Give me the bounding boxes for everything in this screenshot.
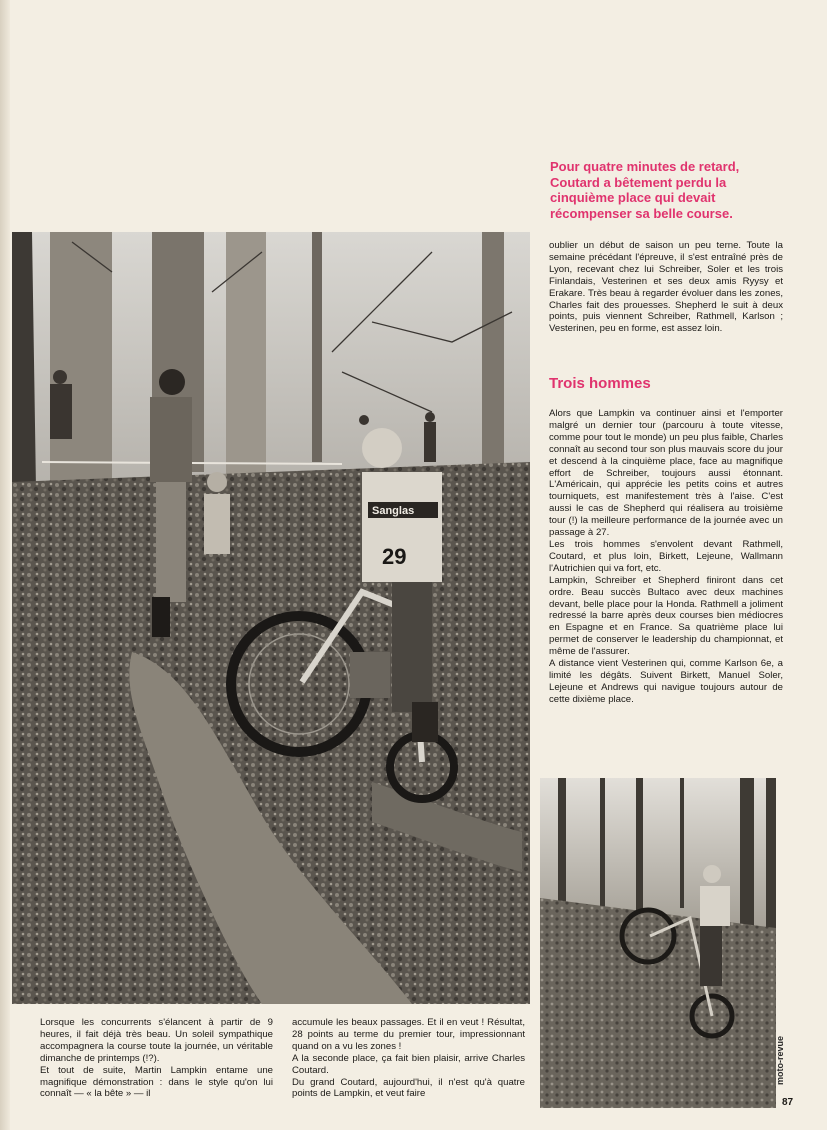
secondary-photo-image [540,778,776,1108]
paragraph: Lampkin, Schreiber et Shepherd finiront dans cet ordre. Beau succès Bultaco avec deux machines devant, belle place pour la Honda. Rathmell a joliment redressé la barre après deux courses bien médiocres en Espagne et en France. Sa quatrième place lui permet de conserver le leadership du championnat, et même de l'assurer. [549,574,783,658]
paragraph: Et tout de suite, Martin Lampkin entame une magnifique démonstration : dans le style qu'on lui connaît — « la bête » — il [40,1064,273,1100]
jersey-text: Sanglas [372,505,415,517]
page-gutter-shadow [0,0,10,1130]
paragraph: Du grand Coutard, aujourd'hui, il n'est qu'à quatre points de Lampkin, et veut faire [292,1076,525,1100]
article-column-right-main [549,408,783,706]
article-column-right-top [549,240,783,335]
section-heading: Trois hommes [549,375,651,392]
pull-quote: Pour quatre minutes de retard, Coutard a bêtement perdu la cinquième place qui devait récompenser sa belle course. [550,159,740,221]
secondary-photo [540,778,776,1108]
page-number: 87 [782,1097,794,1108]
paragraph: accumule les beaux passages. Et il en veut ! Résultat, 28 points au terme du premier tour, impressionnant quand on a vu les zones ! [292,1017,525,1052]
paragraph: A distance vient Vesterinen qui, comme Karlson 6e, a limité les dégâts. Suivent Birkett, Manuel Soler, Lejeune et Andrews qui navigue toujours autour de cette dixième place. [549,658,783,705]
main-photo [12,232,530,1004]
paragraph: Lorsque les concurrents s'élancent à partir de 9 heures, il fait déjà très beau. Un soleil sympathique accompagnera la course toute la journée, un véritable dimanche de printemps (!?). [40,1017,273,1064]
main-photo-image [12,232,530,1004]
paragraph: Les trois hommes s'envolent devant Rathmell, Coutard, et plus loin, Birkett, Lejeune, Wallmann l'Autrichien qui va fort, etc. [549,538,783,574]
magazine-name: moto-revue [775,1035,785,1085]
article-column-bottom-left [40,1017,273,1100]
bike-number: 29 [382,544,407,569]
paragraph: A la seconde place, ça fait bien plaisir, arrive Charles Coutard. [292,1052,525,1076]
article-column-bottom-middle [292,1017,525,1100]
paragraph: oublier un début de saison un peu terne. Toute la semaine précédant l'épreuve, il s'est entraîné près de Lyon, recevant chez lui Schreiber, Soler et les trois Finlandais, Vesterinen et ses deux amis Ryysy et Erakare. Très beau à regarder évoluer dans les zones, Charles fait des prouesses. Shepherd le suit à deux points, puis viennent Schreiber, Rathmell, Karlson ; Vesterinen, peu en forme, est assez loin. [549,240,783,335]
paragraph: Alors que Lampkin va continuer ainsi et l'emporter malgré un dernier tour (parcouru à toute vitesse, comme pour tout le monde) un peu plus faible, Charles connaît au second tour son plus mauvais score du jour et descend à la cinquième place, face au magnifique effort de Schreiber, toujours aussi étonnant. L'Américain, qui apprécie les petits coins et autres tourniquets, est manifestement très à l'aise. C'est aussi le cas de Shepherd qui réalisera au troisième tour (!) la meilleure performance de la journée avec un passage à 27. [549,408,783,539]
